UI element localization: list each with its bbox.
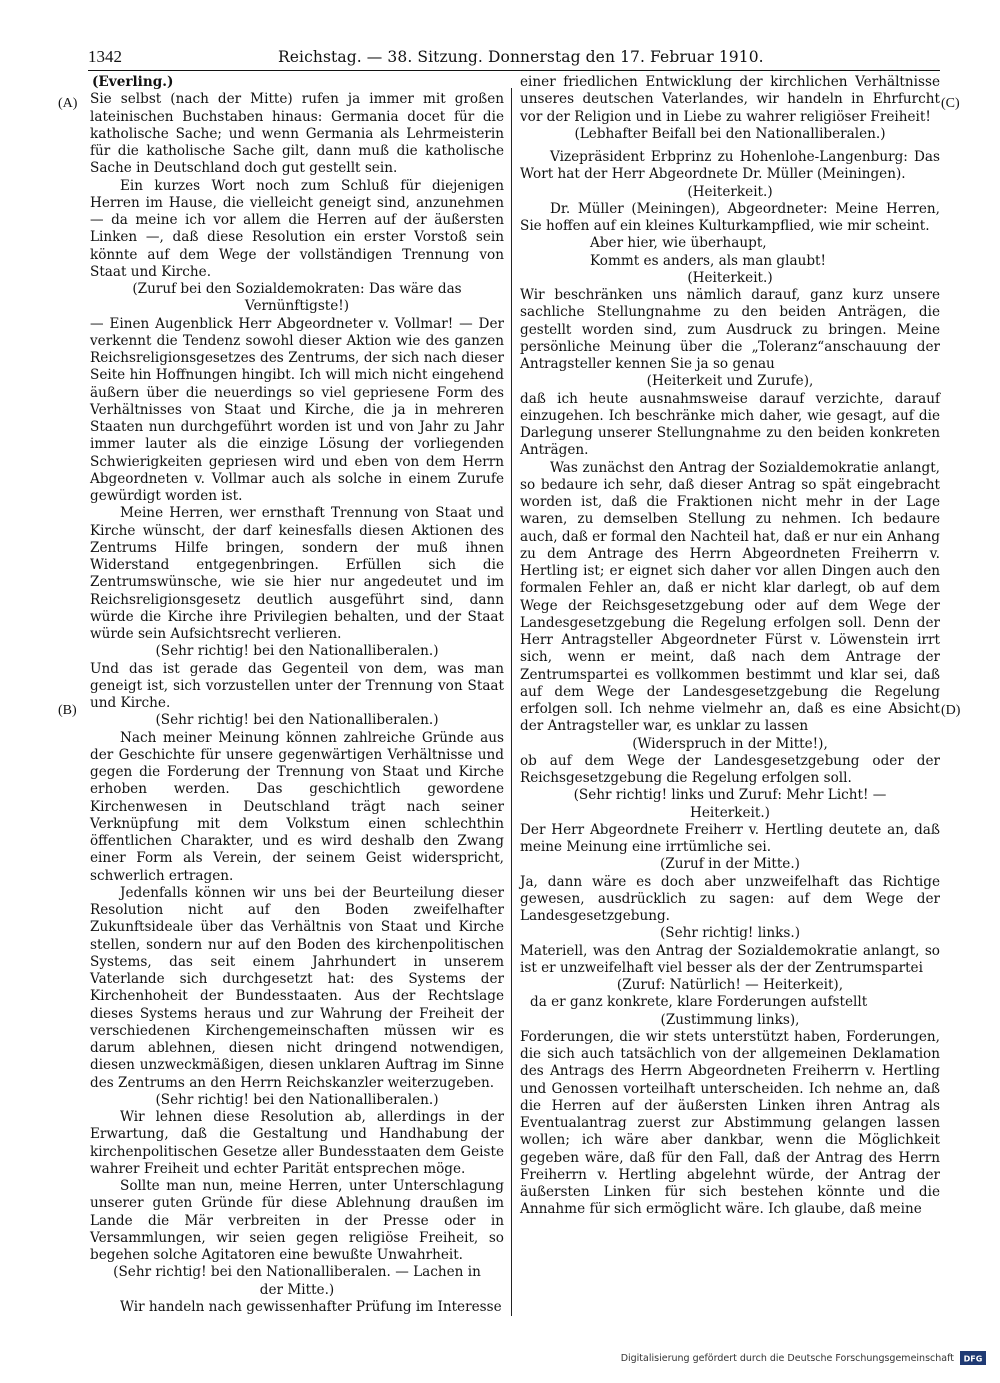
header-title: Reichstag. — 38. Sitzung. Donnerstag den 17. Februar 1910. bbox=[278, 48, 764, 66]
paragraph: Wir handeln nach gewissenhafter Prüfung im Interesse bbox=[120, 1298, 502, 1315]
interjection: (Heiterkeit.) bbox=[687, 183, 773, 200]
dfg-logo-icon bbox=[960, 1351, 986, 1365]
speaker-tag: (Everling.) bbox=[92, 74, 174, 90]
interjection: (Zustimmung links), bbox=[660, 1011, 800, 1028]
interjection: (Sehr richtig! bei den Nationalliberalen.) bbox=[155, 1091, 439, 1108]
paragraph: Was zunächst den Antrag der Sozialdemokratie anlangt, so bedaure ich sehr, daß dieser Antrag so spät eingebracht worden ist, daß die Fraktionen nicht mehr in der Lage waren, zu demselben Stellung zu nehmen. Ich bedaure auch, daß er formal den Nachteil hat, daß er nur ein Anhang zu dem Antrage des Herrn Abgeordneten Freiherrn v. Hertling ist; er eignet sich daher vor allen Dingen auch den formalen Fehler an, daß er nicht klar darlegt, ob auf dem Wege der Reichsgesetzgebung oder auf dem Wege der Landesgesetzgebung die Regelung erfolgen soll. Denn der Herr Antragsteller Abgeordneter Fürst v. Löwenstein irrt sich, wenn er meint, daß nach dem Antrage der Zentrumspartei es vollkommen bestimmt und klar sei, daß auf dem Wege der Landesgesetzgebung die Regelung erfolgen soll. Ich nehme vielmehr an, daß es eine Absicht der Antragsteller war, es unklar zu lassen bbox=[520, 459, 940, 735]
paragraph: Nach meiner Meinung können zahlreiche Gründe aus der Geschichte für unsere gegenwärtigen Verhältnisse und gegen die Forderung der Trennung von Staat und Kirche erhoben werden. Das geschichtlich gewordene Kirchenwesen in Deutschland trägt nach seiner Verknüpfung mit dem Volkstum einen schlechthin öffentlichen Charakter, und es wird deshalb den Zwang einer Form als Verein, der seinem Geist widerspricht, schwerlich ertragen. bbox=[90, 729, 504, 884]
margin-mark-c: (C) bbox=[941, 96, 960, 111]
paragraph: Ja, dann wäre es doch aber unzweifelhaft das Richtige gewesen, ausdrücklich zu sagen: auf dem Wege der Landesgesetzgebung. bbox=[520, 873, 940, 924]
paragraph: daß ich heute ausnahmsweise darauf verzichte, darauf einzugehen. Ich beschränke mich daher, wie gesagt, auf die Darlegung unserer Stellungnahme zu den beiden konkreten Anträgen. bbox=[520, 390, 940, 459]
speaker-paragraph: Vizepräsident Erbprinz zu Hohenlohe-Langenburg: Das Wort hat der Herr Abgeordnete Dr. Müller (Meiningen). bbox=[520, 149, 940, 183]
interjection: (Sehr richtig! bei den Nationalliberalen.) bbox=[155, 643, 439, 660]
header-rule bbox=[88, 70, 940, 71]
paragraph: Forderungen, die wir stets unterstützt haben, Forderungen, die sich auch tatsächlich von der allgemeinen Deklamation des Antrags des Herrn Abgeordneten Freiherrn v. Hertling und Genossen vorteilhaft unterscheiden. Ich nehme an, daß die Herren auf der äußersten Linken ihren Antrag als Eventualantrag zuerst zur Abstimmung gelangen lassen wollen; ich wäre aber dankbar, wenn die Möglichkeit gegeben wäre, daß für den Fall, daß der Antrag des Herrn Freiherrn v. Hertling abgelehnt würde, der Antrag der äußersten Linken für sich bestehen könnte und die Annahme für sich ermöglicht wäre. Ich glaube, daß meine bbox=[520, 1028, 940, 1218]
speaker-paragraph: Dr. Müller (Meiningen), Abgeordneter: Meine Herren, Sie hoffen auf ein kleines Kulturkampflied, wie mir scheint. bbox=[520, 200, 940, 234]
margin-mark-d: (D) bbox=[941, 703, 961, 718]
dfg-logo-text: DFG bbox=[963, 1354, 983, 1364]
verse-line: Kommt es anders, als man glaubt! bbox=[590, 252, 826, 269]
funding-notice: Digitalisierung gefördert durch die Deutsche Forschungsgemeinschaft bbox=[620, 1352, 954, 1364]
digitization-footer bbox=[621, 1349, 986, 1367]
paragraph: Sie selbst (nach der Mitte) rufen ja immer mit großen lateinischen Buchstaben hinaus: Germania docet für die katholische Sache; und wenn Germania als Lehrmeisterin für die katholische Sache gilt, dann muß die katholische Sache in Deutschland doch gut gestellt sein. bbox=[90, 91, 504, 177]
verse-line: Aber hier, wie überhaupt, bbox=[590, 235, 767, 252]
left-column bbox=[90, 74, 504, 1316]
interjection: (Sehr richtig! links und Zuruf: Mehr Licht! — Heiterkeit.) bbox=[573, 787, 887, 821]
paragraph: Und das ist gerade das Gegenteil von dem, was man geneigt ist, sich vorzustellen unter der Trennung von Staat und Kirche. bbox=[90, 660, 504, 711]
paragraph: Wir lehnen diese Resolution ab, allerdings in der Erwartung, daß die Gestaltung und Handhabung der kirchenpolitischen Gesetze aller Bundesstaaten dem Geiste wahrer Freiheit und echter Parität entsprechen möge. bbox=[90, 1109, 504, 1177]
paragraph: da er ganz konkrete, klare Forderungen aufstellt bbox=[530, 994, 868, 1011]
paragraph: — Einen Augenblick Herr Abgeordneter v. Vollmar! — Der verkennt die Tendenz sowohl dieser Aktion wie des ganzen Reichsreligionsgesetzes des Zentrums, der sich nach dieser Seite hin Hoffnungen hingibt. Ich will mich nicht eingehend äußern über die neuerdings so viel gepriesene Form des Verhältnisses von Staat und Kirche, die ja in mehreren Staaten nun durchgeführt worden ist und von Jahr zu Jahr immer lauter als die einzige Lösung der vorliegenden Schwierigkeiten gepriesen wird und eben von dem Herrn Abgeordneten v. Vollmar auch als solche in einem Zurufe gewürdigt worden ist. bbox=[90, 315, 504, 504]
paragraph: Meine Herren, wer ernsthaft Trennung von Staat und Kirche wünscht, der darf keinesfalls diesen Aktionen des Zentrums Hilfe bringen, sondern der muß ihnen Widerstand entgegenbringen. Erfüllen sich die Zentrumswünsche, wie sie hier nur angedeutet und im Reichsreligionsgesetz deutlich ausgeführt sind, dann würde die Kirche ihre Privilegien behalten, und der Staat würde sein Aufsichtsrecht verlieren. bbox=[90, 505, 504, 642]
paragraph: Jedenfalls können wir uns bei der Beurteilung dieser Resolution nicht auf den Boden zweifelhafter Zukunftsideale über das Verhältnis von Staat und Kirche stellen, sondern nur auf den Boden des kirchenpolitischen Systems, das seit einem Jahrhundert in unserem Vaterlande sich durchgesetzt hat: des Systems der Kirchenhoheit der Bundesstaaten. Aus der Rechtslage dieses Systems heraus und zur Wahrung der Freiheit der verschiedenen Kirchengemeinschaften müssen wir es darum ablehnen, diesen nicht dringend notwendigen, diesen unzweckmäßigen, diesen unklaren Auftrag im Sinne des Zentrums an den Herrn Reichskanzler weiterzugeben. bbox=[90, 884, 504, 1091]
paragraph: Ein kurzes Wort noch zum Schluß für diejenigen Herren im Hause, die vielleicht geneigt sind, anzunehmen — da meine ich vor allem die Herren auf der äußersten Linken —, daß diese Resolution ein erster Vorstoß sein könnte auf dem Wege der vollständigen Trennung von Staat und Kirche. bbox=[90, 177, 504, 280]
page-header bbox=[88, 46, 938, 68]
interjection: (Sehr richtig! links.) bbox=[659, 925, 801, 942]
margin-mark-a: (A) bbox=[58, 96, 78, 111]
right-column bbox=[520, 74, 940, 1219]
interjection: (Sehr richtig! bei den Nationalliberalen. — Lachen in der Mitte.) bbox=[113, 1264, 481, 1298]
paragraph: Sollte man nun, meine Herren, unter Unterschlagung unserer guten Gründe für diese Ablehnung draußen im Lande die Mär verbreiten in der Presse oder in Versammlungen, wir seien gegen religiöse Freiheit, so begehen solche Agitatoren eine bewußte Unwahrheit. bbox=[90, 1178, 504, 1263]
paragraph: Wir beschränken uns nämlich darauf, ganz kurz unsere sachliche Stellungnahme zu den beiden Anträgen, die gestellt worden sind, zum Ausdruck zu bringen. Meine persönliche Meinung über die „Toleranz“anschauung der Antragsteller kennen Sie ja so genau bbox=[520, 287, 940, 372]
margin-mark-b: (B) bbox=[58, 703, 77, 718]
interjection: (Heiterkeit.) bbox=[687, 269, 773, 286]
paragraph: Der Herr Abgeordnete Freiherr v. Hertling deutete an, daß meine Meinung eine irrtümliche sei. bbox=[520, 821, 940, 855]
page-number: 1342 bbox=[88, 47, 122, 66]
interjection: (Widerspruch in der Mitte!), bbox=[632, 735, 828, 752]
paragraph: Materiell, was den Antrag der Sozialdemokratie anlangt, so ist er unzweifelhaft viel besser als der der Zentrumspartei bbox=[520, 942, 940, 976]
paragraph: einer friedlichen Entwicklung der kirchlichen Verhältnisse unseres deutschen Vaterlandes, wir handeln in Ehrfurcht vor der Religion und in Liebe zu wahrer religiöser Freiheit! bbox=[520, 74, 940, 125]
column-rule bbox=[511, 88, 512, 1316]
interjection: (Heiterkeit und Zurufe), bbox=[646, 373, 814, 390]
paragraph: ob auf dem Wege der Landesgesetzgebung oder der Reichsgesetzgebung die Regelung erfolgen soll. bbox=[520, 752, 940, 786]
interjection: (Zuruf in der Mitte.) bbox=[660, 856, 800, 873]
interjection: (Zuruf bei den Sozialdemokraten: Das wäre das Vernünftigste!) bbox=[132, 281, 462, 315]
interjection: (Sehr richtig! bei den Nationalliberalen.) bbox=[155, 712, 439, 729]
interjection: (Zuruf: Natürlich! — Heiterkeit), bbox=[616, 977, 844, 993]
interjection: (Lebhafter Beifall bei den Nationalliberalen.) bbox=[574, 125, 886, 142]
